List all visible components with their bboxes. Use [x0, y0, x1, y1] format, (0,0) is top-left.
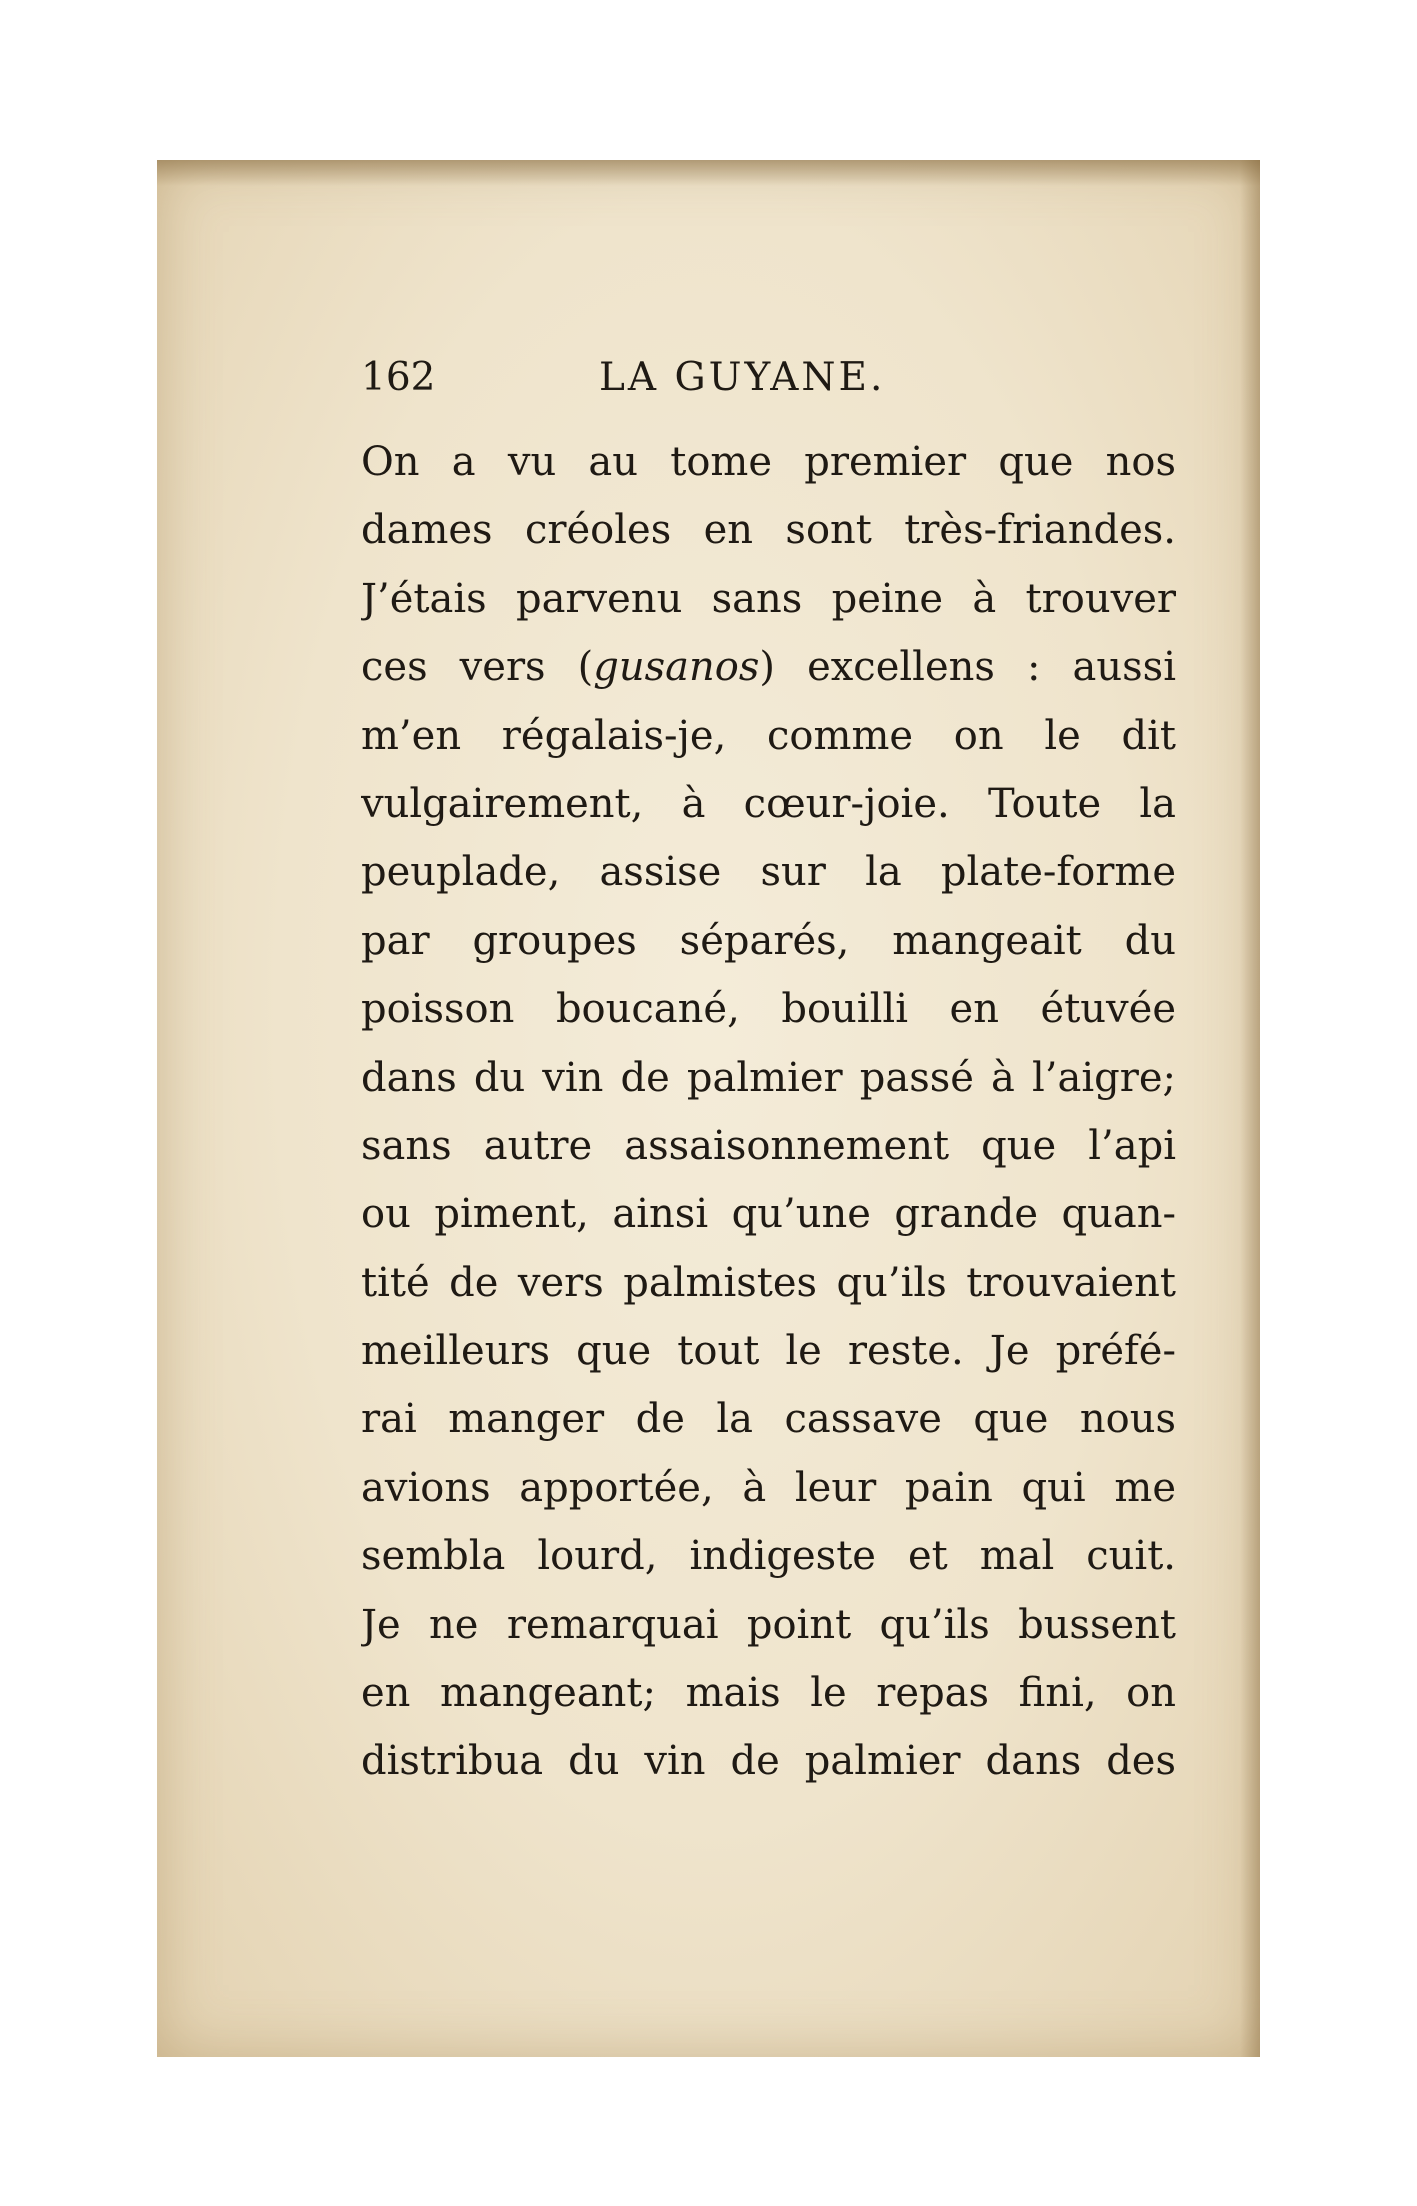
text-line: m’en régalais-je, comme on le dit — [361, 712, 1176, 759]
text-segment: ) excellens : aussi — [759, 644, 1176, 691]
text-line: J’étais parvenu sans peine à trouver — [361, 575, 1176, 622]
text-line: dames créoles en sont très-friandes. — [361, 507, 1176, 554]
text-line: rai manger de la cassave que nous — [361, 1396, 1176, 1443]
text-line: par groupes séparés, mangeait du — [361, 917, 1176, 964]
page-number: 162 — [361, 355, 436, 400]
text-line: dans du vin de palmier passé à l’aigre; — [361, 1054, 1176, 1101]
text-line: On a vu au tome premier que nos — [361, 439, 1176, 485]
text-line: distribua du vin de palmier dans des — [361, 1738, 1176, 1785]
text-line: tité de vers palmistes qu’ils trouvaient — [361, 1259, 1176, 1306]
italic-term: gusanos — [593, 644, 760, 691]
text-line: sans autre assaisonnement que l’api — [361, 1122, 1176, 1169]
text-line: poisson boucané, bouilli en étuvée — [361, 986, 1176, 1033]
text-line: Je ne remarquai point qu’ils bussent — [361, 1601, 1176, 1648]
text-line: ou piment, ainsi qu’une grande quan- — [361, 1191, 1176, 1238]
running-head — [361, 348, 1176, 408]
text-line: en mangeant; mais le repas fini, on — [361, 1670, 1176, 1717]
text-line: meilleurs que tout le reste. Je préfé- — [361, 1328, 1176, 1375]
text-line: vulgairement, à cœur-joie. Toute la — [361, 780, 1176, 827]
body-text — [361, 428, 1176, 1796]
text-line — [361, 633, 1176, 701]
text-line: avions apportée, à leur pain qui me — [361, 1464, 1176, 1511]
running-title: LA GUYANE. — [599, 355, 886, 400]
text-line: peuplade, assise sur la plate-forme — [361, 849, 1176, 896]
text-segment: ces vers ( — [361, 644, 594, 691]
text-line: sembla lourd, indigeste et mal cuit. — [361, 1533, 1176, 1580]
